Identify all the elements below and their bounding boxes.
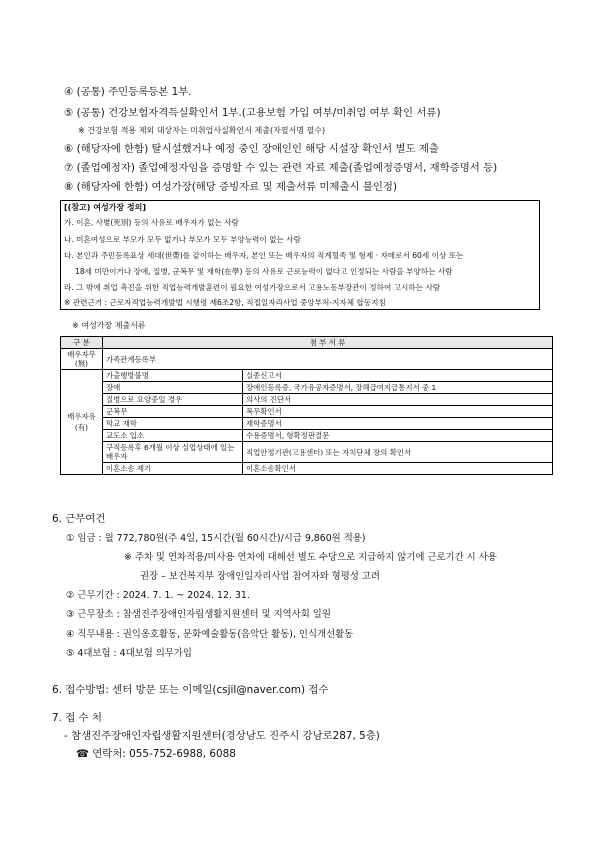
reason-cell: 교도소 입소 [103,430,243,442]
docs-note: ※ 여성가장 제출서류 [72,321,146,330]
definition-box [60,200,540,310]
definition-line: 가. 이혼, 사별(死別) 등의 사유로 배우자가 없는 사람 [64,218,239,227]
document-table [60,336,553,475]
doc-cell: 의사의 진단서 [243,394,553,406]
doc-cell: 직업안정기관(고용센터) 또는 자치단체 장의 확인서 [243,442,553,463]
reason-cell: 군복무 [103,406,243,418]
table-header-row [61,337,553,349]
item-graduate: ⑦ (졸업예정자) 졸업예정자임을 증명할 수 있는 관련 자료 제출(졸업예정증명서, 재학증명서 등) [64,162,498,174]
contact-phone: ☎ 연락처: 055-752-6988, 6088 [76,748,236,760]
application-method: 6. 접수방법: 센터 방문 또는 이메일(csjil@naver.com) 접수 [52,684,329,696]
table-row [61,370,553,382]
definition-title: [(참고) 여성가장 정의] [64,203,147,212]
wage-note-2: 권장 – 보건복지부 장애인일자리사업 참여자와 형평성 고려 [140,571,380,582]
table-row [61,418,553,430]
definition-line: 라. 그 밖에 취업 촉진을 위한 직업능력개발훈련이 필요한 여성가장으로서 고용노동부장관이 정하여 고시하는 사람 [64,283,441,292]
definition-basis: ※ 관련근거 : 근로자직업능력개발법 시행령 제6조2항, 직접일자리사업 중앙부처-지자체 합동지침 [64,298,386,307]
table-row [61,430,553,442]
reason-cell: 장애 [103,382,243,394]
doc-cell: 이혼소송확인서 [243,463,553,475]
definition-line: 18세 미만이거나 장애, 질병, 군복무 및 재학(在學) 등의 사유로 근로능력이 없다고 인정되는 사람을 부양하는 사람 [75,267,453,276]
reason-cell: 가출행방불명 [103,370,243,382]
definition-line: 다. 본인과 주민등록표상 세대(世帶)를 같이하는 배우자, 본인 또는 배우자의 직계혈족 및 형제 · 자매로서 60세 이상 또는 [64,251,464,260]
doc-no-spouse: 가족관계등록부 [103,349,553,370]
definition-line: 나. 미혼여성으로 부모가 모두 없거나 부모가 모두 부양능력이 없는 사람 [64,235,301,244]
reception-place: - 참샘진주장애인자립생활지원센터(경상남도 진주시 강남로287, 5층) [64,730,380,742]
doc-cell: 실종신고서 [243,370,553,382]
doc-cell: 복무확인서 [243,406,553,418]
item-health-insurance: ⑤ (공통) 건강보험자격득실확인서 1부.(고용보험 가입 여부/미취업 여부 확인 서류) [64,107,441,119]
item-resident-registration: ④ (공통) 주민등록등본 1부. [64,86,192,98]
reason-cell: 질병으로 요양중일 경우 [103,394,243,406]
work-period: ② 근무기간 : 2024. 7. 1. ~ 2024. 12. 31. [66,590,250,601]
note-health-insurance: ※ 건강보험 적용 제외 대상자는 미취업사실확인서 제출(자필서명 필수) [78,126,326,135]
header-category: 구 분 [61,337,103,349]
table-row [61,442,553,463]
section-working-conditions-heading: 6. 근무여건 [52,513,106,525]
table-row [61,382,553,394]
reason-cell: 구직등록후 6개월 이상 실업상태에 있는 배우자 [103,442,243,463]
wage-note: ※ 주차 및 연차적용/미사용 연차에 대해선 별도 수당으로 지급하지 않기에 근로기간 시 사용 [124,552,497,563]
table-row [61,406,553,418]
item-deinstitution: ⑥ (해당자에 한함) 탈시설했거나 예정 중인 장애인인 해당 시설장 확인서 별도 제출 [64,143,439,155]
header-documents: 첨 부 서 류 [103,337,553,349]
table-row [61,349,553,370]
doc-cell: 수용증명서, 형확정판결문 [243,430,553,442]
doc-cell: 재학증명서 [243,418,553,430]
doc-cell: 장애인등록증, 국가유공자증명서, 장해급여지급통지서 중 1 [243,382,553,394]
reason-cell: 이혼소송 제기 [103,463,243,475]
table-row [61,463,553,475]
category-no-spouse: 배우자무(無) [61,349,103,370]
category-has-spouse: 배우자유(有) [61,370,103,475]
item-female-head: ⑧ (해당자에 한함) 여성가장(해당 증빙자료 및 제출서류 미제출시 불인정) [64,181,397,193]
reception-heading: 7. 접 수 처 [52,712,102,724]
work-place: ③ 근무장소 : 참샘진주장애인자립생활지원센터 및 지역사회 일원 [66,609,331,620]
job-duties: ④ 직무내용 : 권익옹호활동, 문화예술활동(음악단 활동), 인식개선활동 [66,629,354,640]
table-row [61,394,553,406]
reason-cell: 학교 재학 [103,418,243,430]
insurance: ⑤ 4대보험 : 4대보험 의무가입 [66,648,192,659]
wage-line: ① 임금 : 월 772,780원(주 4일, 15시간(월 60시간)/시급 9,860원 적용) [66,533,366,544]
